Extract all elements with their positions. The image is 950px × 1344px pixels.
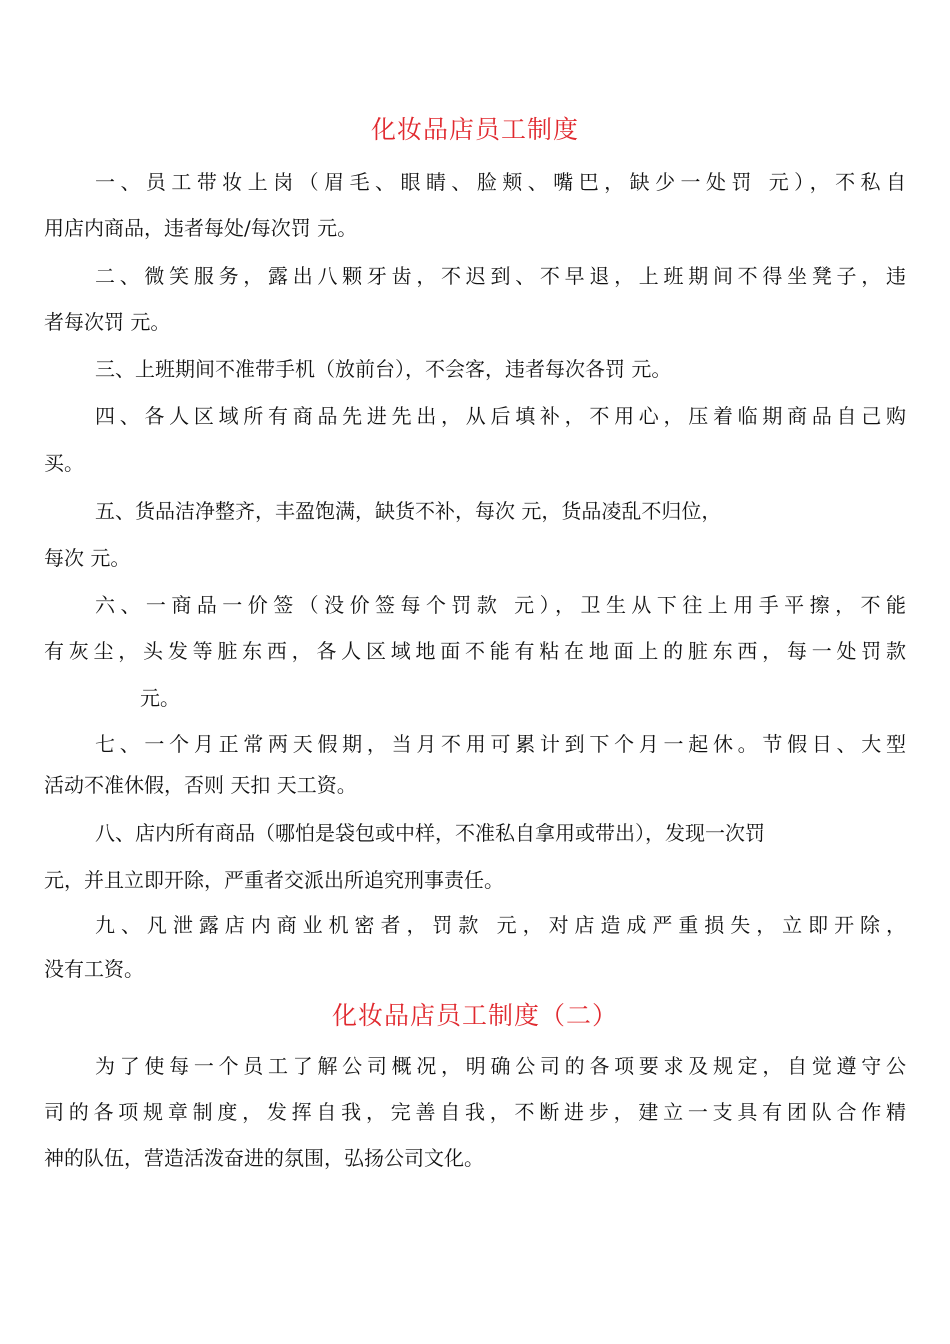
rule-1-line-1: 一、员工带妆上岗（眉毛、眼睛、脸颊、嘴巴，缺少一处罚 元），不私自 — [95, 170, 906, 194]
rule-7-line-1: 七、一个月正常两天假期，当月不用可累计到下个月一起休。节假日、大型 — [95, 732, 906, 756]
rule-6-line-3: 元。 — [140, 686, 180, 710]
rule-5-line-2: 每次 元。 — [44, 546, 131, 570]
section-title-2: 化妆品店员工制度（二） — [331, 1001, 618, 1030]
rule-7-line-2: 活动不准休假，否则 天扣 天工资。 — [44, 773, 357, 797]
rule-6-line-2: 有灰尘，头发等脏东西，各人区域地面不能有粘在地面上的脏东西，每一处罚款 — [44, 639, 906, 663]
rule-2-line-1: 二、微笑服务，露出八颗牙齿，不迟到、不早退，上班期间不得坐凳子，违 — [95, 264, 906, 288]
rule-8-line-1: 八、店内所有商品（哪怕是袋包或中样，不准私自拿用或带出），发现一次罚 — [95, 821, 765, 845]
rule-4-line-2: 买。 — [44, 451, 84, 475]
document-title: 化妆品店员工制度 — [370, 115, 579, 144]
rule-5-line-1: 五、货品洁净整齐，丰盈饱满，缺货不补，每次 元，货品凌乱不归位， — [95, 499, 722, 523]
rule-4-line-1: 四、各人区域所有商品先进先出，从后填补，不用心，压着临期商品自己购 — [95, 404, 906, 428]
intro-line-3: 神的队伍，营造活泼奋进的氛围，弘扬公司文化。 — [44, 1146, 484, 1170]
rule-9-line-2: 没有工资。 — [44, 957, 144, 981]
rule-9-line-1: 九、凡泄露店内商业机密者，罚款 元，对店造成严重损失，立即开除， — [95, 913, 906, 937]
rule-2-line-2: 者每次罚 元。 — [44, 310, 171, 334]
rule-8-line-2: 元，并且立即开除，严重者交派出所追究刑事责任。 — [44, 868, 504, 892]
intro-line-1: 为了使每一个员工了解公司概况，明确公司的各项要求及规定，自觉遵守公 — [95, 1054, 906, 1078]
rule-1-line-2: 用店内商品，违者每处/每次罚 元。 — [44, 216, 358, 240]
rule-3-line-1: 三、上班期间不准带手机（放前台），不会客，违者每次各罚 元。 — [95, 357, 672, 381]
rule-6-line-1: 六、一商品一价签（没价签每个罚款 元），卫生从下往上用手平擦，不能 — [95, 593, 906, 617]
intro-line-2: 司的各项规章制度，发挥自我，完善自我，不断进步，建立一支具有团队合作精 — [44, 1100, 906, 1124]
